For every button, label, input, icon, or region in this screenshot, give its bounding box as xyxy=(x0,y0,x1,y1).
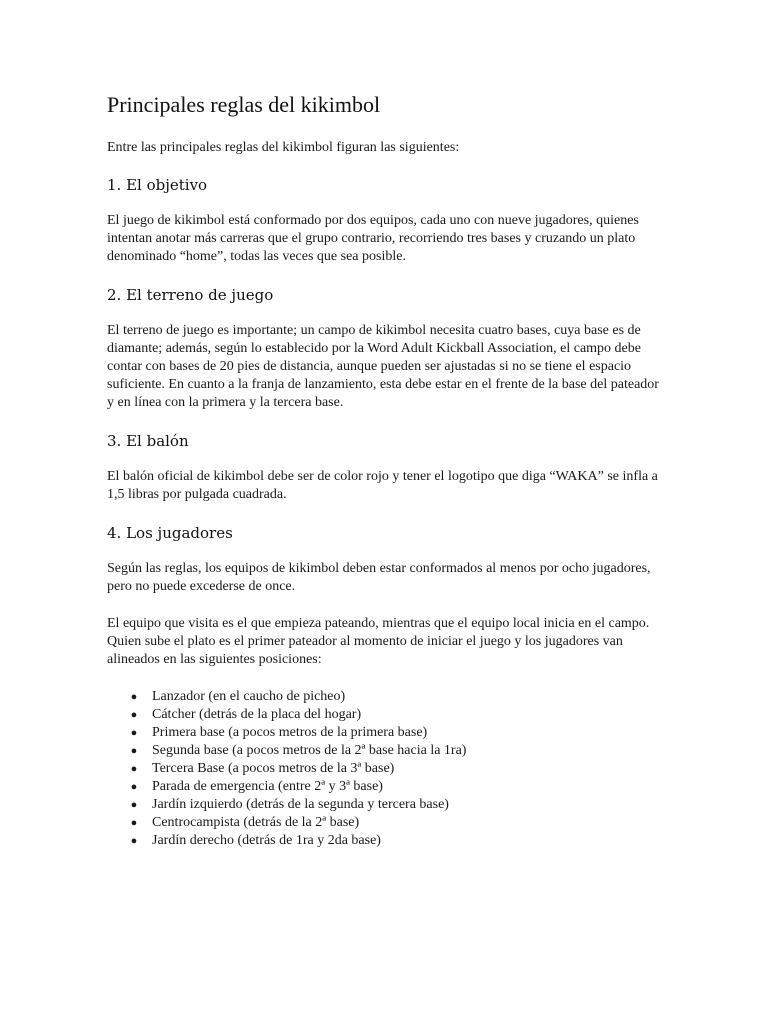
list-item-text: Tercera Base (a pocos metros de la 3ª base) xyxy=(152,761,395,776)
section-heading-objetivo: 1. El objetivo xyxy=(107,176,208,194)
list-item-text: Jardín izquierdo (detrás de la segunda y tercera base) xyxy=(152,797,449,812)
list-item xyxy=(128,760,668,778)
bullet-icon: ● xyxy=(130,763,138,775)
page-title: Principales reglas del kikimbol xyxy=(107,92,381,117)
list-item xyxy=(128,796,668,814)
positions-list xyxy=(107,688,668,850)
paragraph-jugadores-2: El equipo que visita es el que empieza pateando, mientras que el equipo local inicia en el campo. Quien sube el plato es el primer pateador al momento de iniciar el juego y los jugadores van alineados en las siguientes posiciones: xyxy=(107,616,650,667)
list-item xyxy=(128,778,668,796)
list-item xyxy=(128,814,668,832)
bullet-icon: ● xyxy=(130,709,138,721)
list-item-text: Centrocampista (detrás de la 2ª base) xyxy=(152,815,360,830)
list-item-text: Cátcher (detrás de la placa del hogar) xyxy=(152,707,362,722)
bullet-icon: ● xyxy=(130,799,138,811)
list-item xyxy=(128,724,668,742)
bullet-icon: ● xyxy=(130,691,138,703)
paragraph-jugadores-1: Según las reglas, los equipos de kikimbol deben estar conformados al menos por ocho jugadores, pero no puede excederse de once. xyxy=(107,561,651,594)
paragraph-terreno: El terreno de juego es importante; un campo de kikimbol necesita cuatro bases, cuya base es de diamante; además, según lo establecido por la Word Adult Kickball Association, el campo debe contar con bases de 20 pies de distancia, aunque pueden ser ajustadas si no se tiene el espacio suficiente. En cuanto a la franja de lanzamiento, esta debe estar en el frente de la base del pateador y en línea con la primera y la tercera base. xyxy=(107,323,659,410)
section-heading-balon: 3. El balón xyxy=(107,432,189,450)
bullet-icon: ● xyxy=(130,781,138,793)
section-heading-terreno: 2. El terreno de juego xyxy=(107,286,274,304)
list-item-text: Segunda base (a pocos metros de la 2ª base hacia la 1ra) xyxy=(152,743,467,758)
paragraph-objetivo: El juego de kikimbol está conformado por dos equipos, cada uno con nueve jugadores, quienes intentan anotar más carreras que el grupo contrario, recorriendo tres bases y cruzando un plato denominado “home”, todas las veces que sea posible. xyxy=(107,213,639,264)
list-item xyxy=(128,688,668,706)
list-item-text: Primera base (a pocos metros de la primera base) xyxy=(152,725,428,740)
paragraph-balon: El balón oficial de kikimbol debe ser de color rojo y tener el logotipo que diga “WAKA” se infla a 1,5 libras por pulgada cuadrada. xyxy=(107,469,658,502)
list-item xyxy=(128,742,668,760)
bullet-icon: ● xyxy=(130,745,138,757)
section-heading-jugadores: 4. Los jugadores xyxy=(107,524,233,542)
list-item xyxy=(128,706,668,724)
list-item-text: Parada de emergencia (entre 2ª y 3ª base) xyxy=(152,779,383,794)
bullet-icon: ● xyxy=(130,835,138,847)
intro-paragraph: Entre las principales reglas del kikimbol figuran las siguientes: xyxy=(107,140,460,155)
bullet-icon: ● xyxy=(130,727,138,739)
list-item-text: Jardín derecho (detrás de 1ra y 2da base) xyxy=(152,833,381,848)
list-item xyxy=(128,832,668,850)
list-item-text: Lanzador (en el caucho de picheo) xyxy=(152,689,346,704)
bullet-icon: ● xyxy=(130,817,138,829)
